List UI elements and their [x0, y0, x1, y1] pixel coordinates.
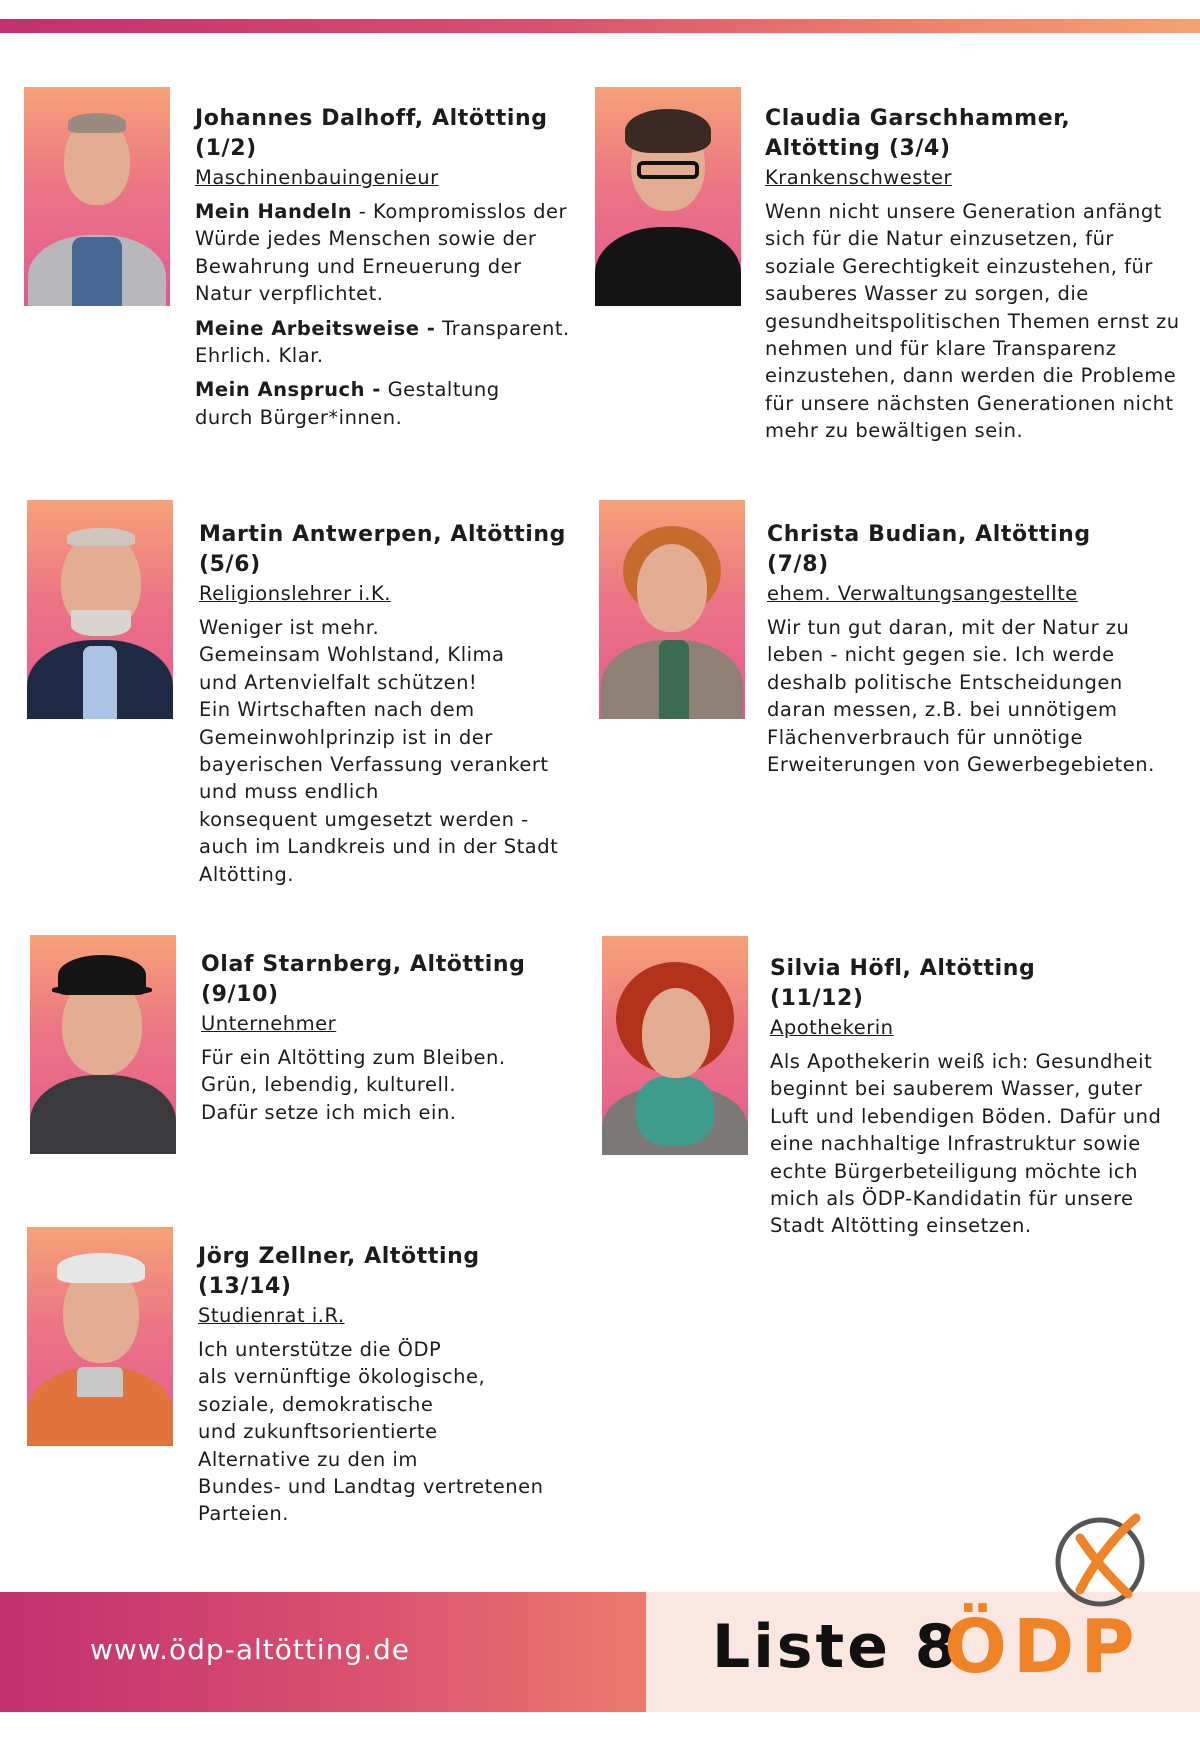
candidate-photo-budian — [599, 500, 745, 719]
candidate-card-budian — [767, 520, 1177, 778]
candidate-profession: Unternehmer — [201, 1012, 337, 1035]
candidate-photo-starnberg — [30, 935, 176, 1154]
statement-arbeitsweise: Meine Arbeitsweise - Transparent. Ehrlich. Klar. — [195, 316, 570, 368]
candidate-name: Silvia Höfl, Altötting (11/12) — [770, 956, 1036, 1011]
candidate-profession: Religionslehrer i.K. — [199, 582, 391, 605]
candidate-profession: Krankenschwester — [765, 166, 953, 189]
candidate-card-garschhammer — [765, 104, 1180, 445]
party-name: ÖDP — [944, 1604, 1141, 1690]
candidate-name: Olaf Starnberg, Altötting (9/10) — [201, 952, 526, 1007]
candidate-name: Martin Antwerpen, Altötting (5/6) — [199, 522, 566, 577]
candidate-photo-antwerpen — [27, 500, 173, 719]
ballot-cross-icon — [1050, 1508, 1150, 1608]
candidate-photo-zellner — [27, 1227, 173, 1446]
top-gradient-bar — [0, 19, 1200, 33]
candidate-name: Johannes Dalhoff, Altötting (1/2) — [195, 106, 548, 161]
candidate-photo-hoefl — [602, 936, 748, 1155]
candidate-statement: Wenn nicht unsere Generation anfängt sich für die Natur einzusetzen, für soziale Gerechtigkeit einzustehen, für sauberes Wasser zu sorgen, die gesundheitspolitischen Themen ernst zu nehmen und für klare Transparenz einzustehen, dann werden die Probleme für unsere nächsten Generationen nicht mehr zu bewältigen sein. — [765, 200, 1180, 443]
list-number: Liste 8 — [712, 1612, 960, 1682]
candidate-card-zellner — [198, 1242, 578, 1528]
candidate-card-hoefl — [770, 954, 1180, 1240]
candidate-photo-garschhammer — [595, 87, 741, 306]
candidate-statement: Ich unterstütze die ÖDP als vernünftige ökologische, soziale, demokratische und zukunftsorientierte Alternative zu den im Bundes- und Landtag vertretenen Parteien. — [198, 1338, 544, 1526]
candidate-statement: Für ein Altötting zum Bleiben. Grün, lebendig, kulturell. Dafür setze ich mich ein. — [201, 1046, 506, 1124]
candidate-card-dalhoff — [195, 104, 575, 438]
candidate-profession: Maschinenbauingenieur — [195, 166, 439, 189]
candidate-profession: ehem. Verwaltungsangestellte — [767, 582, 1078, 605]
statement-anspruch: Mein Anspruch - Gestaltung durch Bürger*innen. — [195, 378, 500, 429]
candidate-statement: Als Apothekerin weiß ich: Gesundheit beginnt bei sauberem Wasser, guter Luft und lebendigen Böden. Dafür und eine nachhaltige Infrastruktur sowie echte Bürgerbeteiligung möchte ich mich als ÖDP-Kandidatin für unsere Stadt Altötting einsetzen. — [770, 1050, 1162, 1238]
candidate-name: Jörg Zellner, Altötting (13/14) — [198, 1244, 480, 1299]
candidate-name: Claudia Garschhammer, Altötting (3/4) — [765, 106, 1071, 161]
candidate-card-starnberg — [201, 950, 581, 1126]
candidate-statement: Weniger ist mehr. Gemeinsam Wohlstand, Klima und Artenvielfalt schützen! Ein Wirtschaften nach dem Gemeinwohlprinzip ist in der bayerischen Verfassung verankert und muss endlich konsequent umgesetzt werden - auch im Landkreis und in der Stadt Altötting. — [199, 616, 559, 886]
candidate-photo-dalhoff — [24, 87, 170, 306]
candidate-statement: Wir tun gut daran, mit der Natur zu leben - nicht gegen sie. Ich werde deshalb politische Entscheidungen daran messen, z.B. bei unnötigem Flächenverbrauch für unnötige Erweiterungen von Gewerbegebieten. — [767, 616, 1155, 777]
website-link[interactable]: www.ödp-altötting.de — [90, 1633, 411, 1666]
candidate-name: Christa Budian, Altötting (7/8) — [767, 522, 1091, 577]
statement-handeln: Mein Handeln - Kompromisslos der Würde jedes Menschen sowie der Bewahrung und Erneuerung der Natur verpflichtet. — [195, 200, 568, 306]
candidate-card-antwerpen — [199, 520, 579, 888]
candidate-profession: Apothekerin — [770, 1016, 894, 1039]
candidate-profession: Studienrat i.R. — [198, 1304, 345, 1327]
